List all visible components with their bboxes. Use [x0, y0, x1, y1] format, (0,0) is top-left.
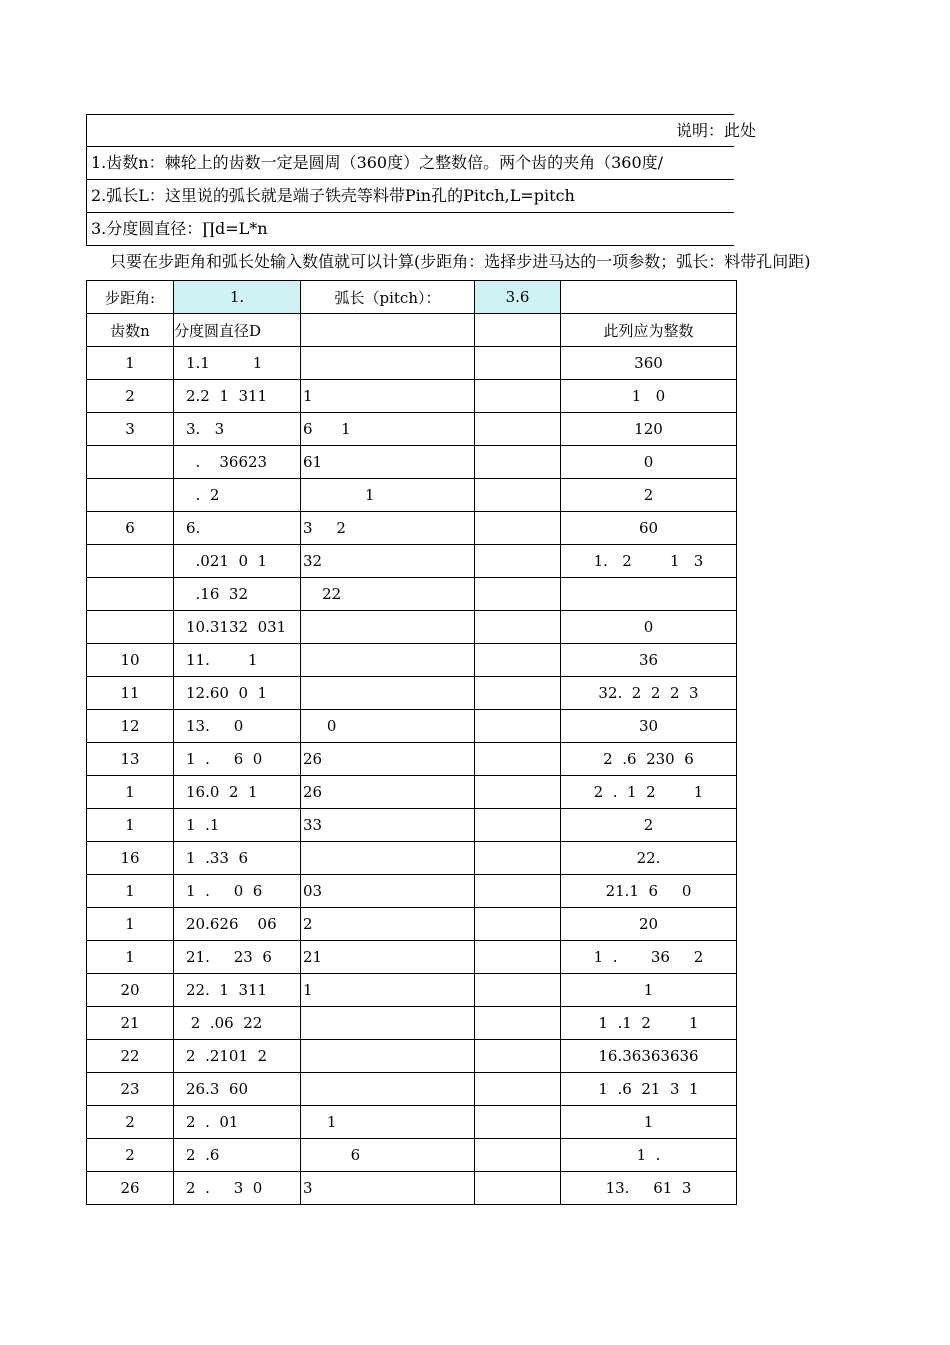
diameter-cell[interactable]	[174, 347, 301, 380]
spill-cell-text: 26	[303, 750, 323, 768]
notes-title: 说明：此处	[675, 121, 756, 140]
diameter-cell[interactable]	[174, 677, 301, 710]
diameter-cell-text: 2.2 1 311	[186, 387, 268, 405]
spill-cell[interactable]	[301, 380, 475, 413]
table-row	[87, 842, 737, 875]
teeth-cell[interactable]	[87, 578, 174, 611]
table-row	[87, 479, 737, 512]
diameter-cell[interactable]	[174, 1139, 301, 1172]
empty-cell[interactable]	[475, 545, 561, 578]
diameter-cell-text: 2 .6	[186, 1146, 220, 1164]
integer-cell[interactable]: 2	[561, 809, 737, 842]
spill-cell-text: 6	[303, 1146, 361, 1164]
teeth-cell[interactable]: 21	[87, 1007, 174, 1040]
diameter-cell-text: 16.0 2 1	[186, 783, 258, 801]
spill-cell-text: 22	[303, 585, 342, 603]
spill-cell-text: 1	[303, 1113, 337, 1131]
integer-cell[interactable]: 2 . 1 2 1	[561, 776, 737, 809]
integer-cell[interactable]: 1	[561, 1106, 737, 1139]
diameter-cell[interactable]	[174, 545, 301, 578]
teeth-cell[interactable]: 1	[87, 908, 174, 941]
spill-cell[interactable]	[301, 446, 475, 479]
table-row	[87, 611, 737, 644]
notes-title-row	[86, 114, 756, 147]
diameter-cell[interactable]	[174, 644, 301, 677]
diameter-cell-text: 1 . 6 0	[186, 750, 263, 768]
spill-cell[interactable]	[301, 1106, 475, 1139]
empty-cell[interactable]	[475, 347, 561, 380]
integer-cell[interactable]: 60	[561, 512, 737, 545]
integer-cell[interactable]: 2 .6 230 6	[561, 743, 737, 776]
integer-cell[interactable]: 22.	[561, 842, 737, 875]
diameter-cell-text: .021 0 1	[186, 552, 268, 570]
teeth-cell[interactable]: 12	[87, 710, 174, 743]
empty-cell[interactable]	[475, 1073, 561, 1106]
diameter-cell-text: .16 32	[186, 585, 249, 603]
diameter-cell[interactable]	[174, 1172, 301, 1205]
integer-cell[interactable]	[561, 578, 737, 611]
arc-length-input[interactable]: 3.6	[475, 281, 561, 314]
spill-cell-text: 2	[303, 915, 313, 933]
diameter-cell[interactable]	[174, 809, 301, 842]
empty-cell[interactable]	[475, 809, 561, 842]
diameter-cell[interactable]	[174, 611, 301, 644]
spill-cell-text: 3	[303, 1179, 313, 1197]
teeth-cell[interactable]: 11	[87, 677, 174, 710]
integer-cell[interactable]: 30	[561, 710, 737, 743]
teeth-cell[interactable]: 22	[87, 1040, 174, 1073]
diameter-cell[interactable]	[174, 1007, 301, 1040]
integer-cell[interactable]: 21.1 6 0	[561, 875, 737, 908]
teeth-cell[interactable]	[87, 446, 174, 479]
spill-cell-text: 03	[303, 882, 323, 900]
teeth-cell[interactable]: 16	[87, 842, 174, 875]
diameter-cell-text: 21. 23 6	[186, 948, 272, 966]
spill-cell[interactable]	[301, 1007, 475, 1040]
teeth-cell[interactable]: 3	[87, 413, 174, 446]
step-angle-input[interactable]: 1.	[174, 281, 301, 314]
integer-cell[interactable]: 1 .1 2 1	[561, 1007, 737, 1040]
diameter-cell-text: 11. 1	[186, 651, 258, 669]
empty-cell[interactable]	[475, 677, 561, 710]
diameter-cell-text: 13. 0	[186, 717, 244, 735]
notes-line-3-text: 3.分度圆直径：∏d=L*n	[91, 219, 268, 238]
integer-cell[interactable]: 32. 2 2 2 3	[561, 677, 737, 710]
table-row	[87, 413, 737, 446]
spill-cell[interactable]	[301, 842, 475, 875]
spill-cell[interactable]	[301, 809, 475, 842]
table-row	[87, 875, 737, 908]
table-row	[87, 908, 737, 941]
empty-cell[interactable]	[475, 974, 561, 1007]
teeth-cell[interactable]: 1	[87, 875, 174, 908]
integer-cell[interactable]: 1 .6 21 3 1	[561, 1073, 737, 1106]
diameter-cell-text: 2 . 01	[186, 1113, 239, 1131]
teeth-cell[interactable]	[87, 611, 174, 644]
diameter-cell[interactable]	[174, 380, 301, 413]
spill-cell[interactable]	[301, 1172, 475, 1205]
spill-cell[interactable]	[301, 677, 475, 710]
empty-cell[interactable]	[475, 1040, 561, 1073]
notes-box	[86, 114, 756, 246]
input-row	[87, 281, 737, 314]
notes-line-1	[86, 147, 734, 180]
spill-cell[interactable]	[301, 776, 475, 809]
table-row	[87, 446, 737, 479]
table-row	[87, 677, 737, 710]
spill-cell[interactable]	[301, 710, 475, 743]
integer-cell[interactable]: 2	[561, 479, 737, 512]
table-row	[87, 776, 737, 809]
diameter-cell[interactable]	[174, 941, 301, 974]
diameter-cell-text: 2 .06 22	[186, 1014, 263, 1032]
diameter-cell-text: 1 . 0 6	[186, 882, 263, 900]
table-row	[87, 1139, 737, 1172]
spill-cell[interactable]	[301, 479, 475, 512]
teeth-cell[interactable]: 26	[87, 1172, 174, 1205]
integer-cell[interactable]: 13. 61 3	[561, 1172, 737, 1205]
teeth-cell[interactable]: 10	[87, 644, 174, 677]
table-row	[87, 347, 737, 380]
spill-cell-text: 0	[303, 717, 337, 735]
table-row	[87, 710, 737, 743]
diameter-cell-text: 20.626 06	[186, 915, 277, 933]
diameter-cell-text: 1.1 1	[186, 354, 263, 372]
diameter-cell[interactable]	[174, 446, 301, 479]
diameter-cell[interactable]	[174, 842, 301, 875]
diameter-cell-text: 1 .1	[186, 816, 220, 834]
empty-cell[interactable]	[475, 875, 561, 908]
empty-cell[interactable]	[475, 611, 561, 644]
spill-cell[interactable]	[301, 941, 475, 974]
diameter-cell[interactable]	[174, 743, 301, 776]
diameter-cell-text: 1 .33 6	[186, 849, 249, 867]
spill-cell-text: 61	[303, 453, 323, 471]
spill-cell-text: 33	[303, 816, 323, 834]
teeth-cell[interactable]: 2	[87, 1106, 174, 1139]
empty-cell	[561, 281, 737, 314]
notes-line-1-text: 1.齿数n：棘轮上的齿数一定是圆周（360度）之整数倍。两个齿的夹角（360度/	[91, 153, 664, 172]
spill-cell[interactable]	[301, 875, 475, 908]
spill-cell[interactable]	[301, 1139, 475, 1172]
empty-cell[interactable]	[475, 1106, 561, 1139]
teeth-cell[interactable]	[87, 545, 174, 578]
spill-cell[interactable]	[301, 1073, 475, 1106]
table-row	[87, 1040, 737, 1073]
empty-cell[interactable]	[475, 380, 561, 413]
integer-cell[interactable]: 36	[561, 644, 737, 677]
arc-length-label: 弧长（pitch）：	[301, 281, 475, 314]
spill-cell[interactable]	[301, 512, 475, 545]
diameter-cell-text: 6.	[186, 519, 201, 537]
empty-cell[interactable]	[475, 908, 561, 941]
empty-cell[interactable]	[475, 512, 561, 545]
empty-header	[301, 314, 475, 347]
spill-cell[interactable]	[301, 644, 475, 677]
empty-cell[interactable]	[475, 413, 561, 446]
table-row	[87, 380, 737, 413]
diameter-cell[interactable]	[174, 578, 301, 611]
empty-cell[interactable]	[475, 479, 561, 512]
integer-cell[interactable]: 1 0	[561, 380, 737, 413]
diameter-cell[interactable]	[174, 413, 301, 446]
diameter-cell-text: . 36623	[186, 453, 268, 471]
diameter-cell-text: 12.60 0 1	[186, 684, 268, 702]
integer-cell[interactable]: 1 . 36 2	[561, 941, 737, 974]
spill-cell[interactable]	[301, 413, 475, 446]
integer-cell[interactable]: 20	[561, 908, 737, 941]
table-row	[87, 1007, 737, 1040]
empty-cell[interactable]	[475, 1007, 561, 1040]
integer-note-header: 此列应为整数	[561, 314, 737, 347]
table-row	[87, 743, 737, 776]
teeth-cell[interactable]: 1	[87, 809, 174, 842]
spill-cell[interactable]	[301, 743, 475, 776]
diameter-cell[interactable]	[174, 1073, 301, 1106]
table-row	[87, 1172, 737, 1205]
integer-cell[interactable]: 120	[561, 413, 737, 446]
teeth-cell[interactable]: 6	[87, 512, 174, 545]
table-row	[87, 545, 737, 578]
diameter-header: 分度圆直径D	[174, 314, 301, 347]
table-row	[87, 1106, 737, 1139]
notes-line-2	[86, 180, 734, 213]
integer-cell[interactable]: 0	[561, 611, 737, 644]
diameter-cell[interactable]	[174, 512, 301, 545]
table-row	[87, 1073, 737, 1106]
calc-table	[86, 280, 737, 1205]
header-row	[87, 314, 737, 347]
empty-cell[interactable]	[475, 776, 561, 809]
empty-cell[interactable]	[475, 1172, 561, 1205]
teeth-cell[interactable]	[87, 479, 174, 512]
diameter-cell[interactable]	[174, 974, 301, 1007]
diameter-cell-text: 22. 1 311	[186, 981, 268, 999]
instruction-text: 只要在步距角和弧长处输入数值就可以计算(步距角：选择步进马达的一项参数；弧长：料带孔间距)	[110, 252, 811, 271]
spill-cell-text: 1	[303, 486, 375, 504]
teeth-cell[interactable]: 20	[87, 974, 174, 1007]
spill-cell-text: 26	[303, 783, 323, 801]
spill-cell[interactable]	[301, 974, 475, 1007]
table-row	[87, 512, 737, 545]
integer-cell[interactable]: 1. 2 1 3	[561, 545, 737, 578]
empty-cell[interactable]	[475, 446, 561, 479]
notes-line-3	[86, 213, 734, 246]
teeth-cell[interactable]: 2	[87, 1139, 174, 1172]
diameter-cell[interactable]	[174, 1040, 301, 1073]
empty-header	[475, 314, 561, 347]
diameter-cell-text: 2 .2101 2	[186, 1047, 268, 1065]
teeth-cell[interactable]: 1	[87, 347, 174, 380]
spill-cell[interactable]	[301, 545, 475, 578]
notes-line-2-text: 2.弧长L：这里说的弧长就是端子铁壳等料带Pin孔的Pitch,L=pitch	[91, 186, 575, 205]
table-row	[87, 941, 737, 974]
diameter-cell[interactable]	[174, 776, 301, 809]
diameter-cell-text: 10.3132 031	[186, 618, 287, 636]
empty-cell[interactable]	[475, 941, 561, 974]
empty-cell[interactable]	[475, 578, 561, 611]
integer-cell[interactable]: 360	[561, 347, 737, 380]
teeth-cell[interactable]: 1	[87, 776, 174, 809]
spill-cell-text: 32	[303, 552, 323, 570]
empty-cell[interactable]	[475, 1139, 561, 1172]
table-row	[87, 809, 737, 842]
diameter-cell[interactable]	[174, 1106, 301, 1139]
empty-cell[interactable]	[475, 842, 561, 875]
diameter-cell-text: 2 . 3 0	[186, 1179, 263, 1197]
empty-cell[interactable]	[475, 644, 561, 677]
teeth-header: 齿数n	[87, 314, 174, 347]
teeth-cell[interactable]: 13	[87, 743, 174, 776]
teeth-cell[interactable]: 1	[87, 941, 174, 974]
integer-cell[interactable]: 0	[561, 446, 737, 479]
spill-cell[interactable]	[301, 347, 475, 380]
spill-cell-text: 6 1	[303, 420, 351, 438]
diameter-cell-text: . 2	[186, 486, 220, 504]
integer-cell[interactable]: 16.36363636	[561, 1040, 737, 1073]
empty-cell[interactable]	[475, 743, 561, 776]
teeth-cell[interactable]: 23	[87, 1073, 174, 1106]
teeth-cell[interactable]: 2	[87, 380, 174, 413]
diameter-cell-text: 3. 3	[186, 420, 225, 438]
diameter-cell-text: 26.3 60	[186, 1080, 249, 1098]
table-row	[87, 974, 737, 1007]
spill-cell-text: 1	[303, 387, 313, 405]
spill-cell[interactable]	[301, 908, 475, 941]
table-row	[87, 644, 737, 677]
diameter-cell[interactable]	[174, 908, 301, 941]
step-angle-label: 步距角:	[87, 281, 174, 314]
spill-cell-text: 21	[303, 948, 323, 966]
spill-cell[interactable]	[301, 611, 475, 644]
spill-cell-text: 3 2	[303, 519, 346, 537]
diameter-cell[interactable]	[174, 875, 301, 908]
integer-cell[interactable]: 1 .	[561, 1139, 737, 1172]
diameter-cell[interactable]	[174, 710, 301, 743]
table-row	[87, 578, 737, 611]
spill-cell-text: 1	[303, 981, 313, 999]
empty-cell[interactable]	[475, 710, 561, 743]
integer-cell[interactable]: 1	[561, 974, 737, 1007]
diameter-cell[interactable]	[174, 479, 301, 512]
spill-cell[interactable]	[301, 578, 475, 611]
spill-cell[interactable]	[301, 1040, 475, 1073]
